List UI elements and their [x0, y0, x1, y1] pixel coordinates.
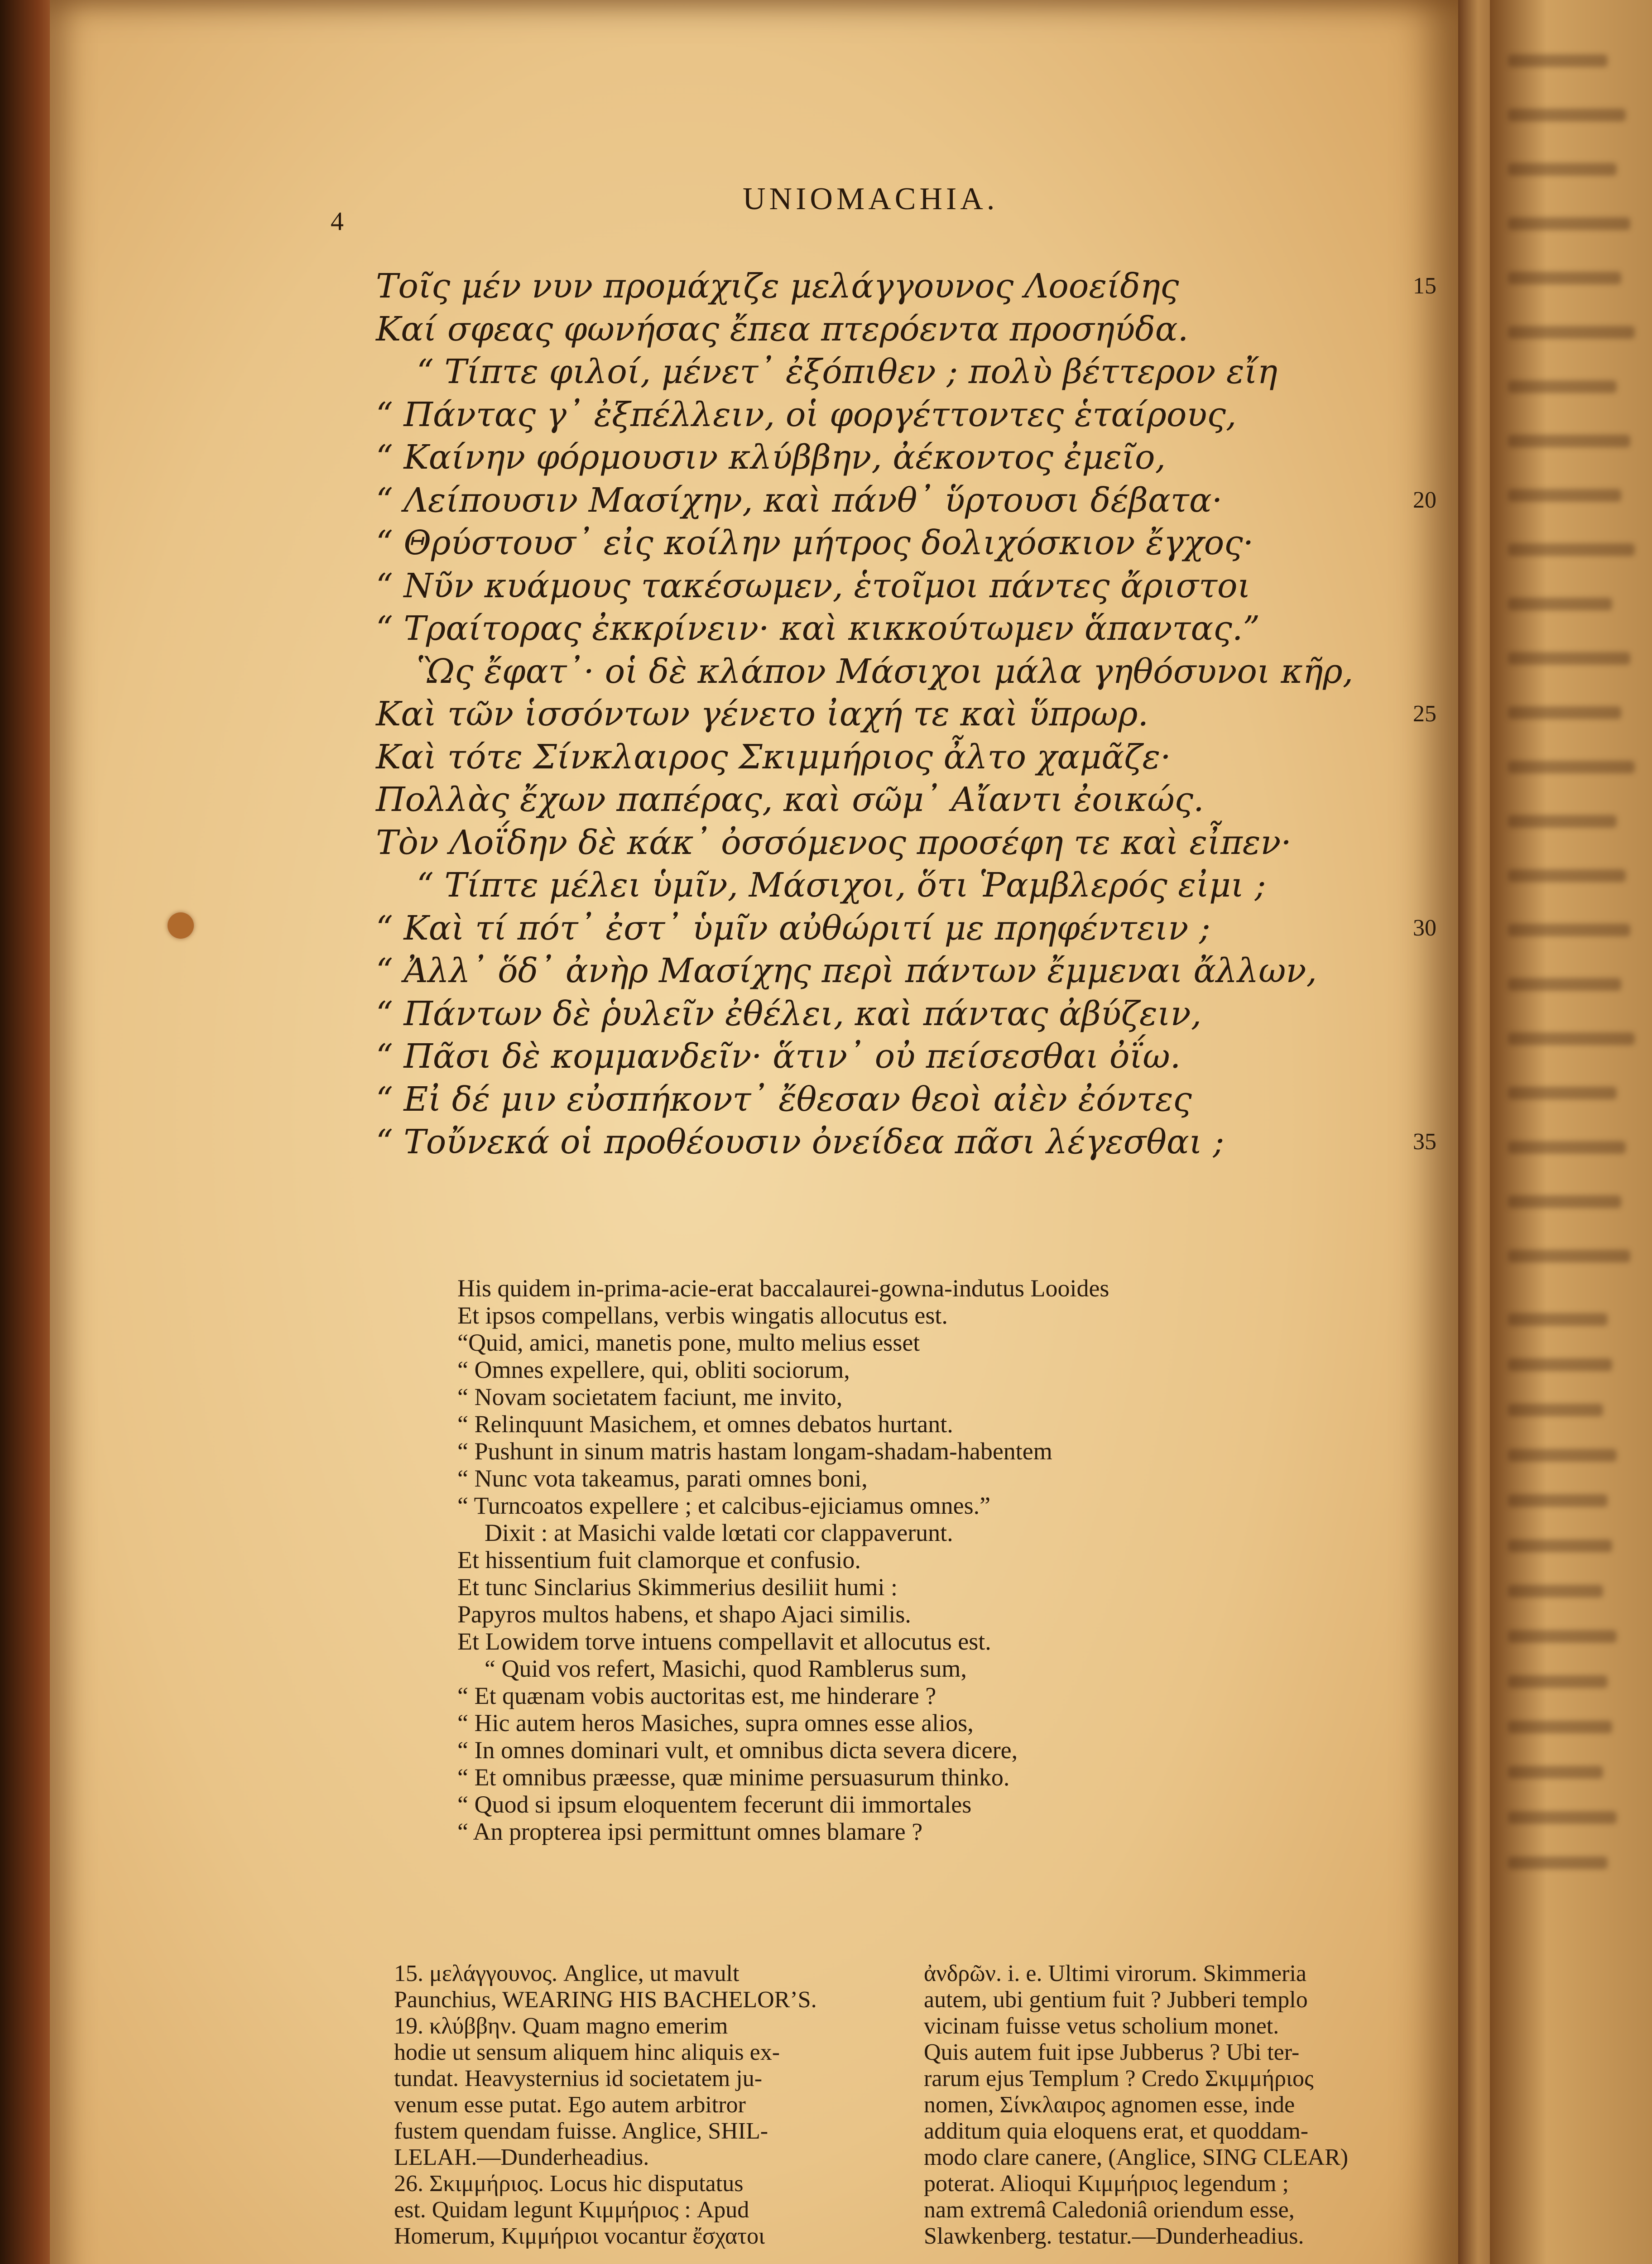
greek-verse-line: [376, 522, 1417, 565]
footnotes-left-column: [394, 1961, 901, 2250]
greek-verse-line: [376, 1035, 1417, 1078]
greek-verse-text: Καί σφεας φωνήσας ἔπεα πτερόεντα προσηύδα.: [376, 309, 1189, 349]
footnote-line: nam extremâ Caledoniâ oriendum esse,: [924, 2197, 1295, 2223]
greek-verse-line: [376, 821, 1417, 864]
footnote-line: poterat. Alioqui Κιμμήριος legendum ;: [924, 2171, 1289, 2197]
latin-translation-line: Papyros multos habens, et shapo Ajaci similis.: [457, 1601, 911, 1628]
greek-verse-line: [376, 907, 1436, 950]
greek-verse-text: “ Ἀλλ᾽ ὅδ᾽ ἀνὴρ Μασίχης περὶ πάντων ἔμμεναι ἄλλων,: [376, 951, 1317, 990]
footnote-line: est. Quidam legunt Κιμμήριος : Apud: [394, 2197, 749, 2223]
greek-verse-line: [376, 565, 1417, 608]
running-title: UNIOMACHIA.: [743, 182, 999, 216]
latin-translation-line: Et tunc Sinclarius Skimmerius desiliit humi :: [457, 1573, 898, 1601]
greek-verse-text: “ Καίνην φόρμουσιν κλύββην, ἀέκοντος ἐμεῖο,: [376, 438, 1166, 477]
greek-verse-text: Τὸν Λοΐδην δὲ κάκ᾽ ὀσσόμενος προσέφη τε καὶ εἶπεν·: [376, 823, 1292, 862]
greek-verse-line: [376, 950, 1417, 993]
line-number: 30: [1413, 915, 1436, 941]
latin-translation-line: “ Novam societatem faciunt, me invito,: [457, 1383, 843, 1410]
latin-translation-line: Et ipsos compellans, verbis wingatis allocutus est.: [457, 1302, 948, 1329]
greek-verse-text: Τοῖς μέν νυν προμάχιζε μελάγγουνος Λοοείδης: [376, 267, 1179, 306]
greek-verse-line: [376, 650, 1417, 693]
latin-translation-line: “ Quid vos refert, Masichi, quod Ramblerus sum,: [485, 1655, 967, 1682]
greek-verse-line: [376, 265, 1436, 308]
greek-verse-text: Καὶ τότε Σίνκλαιρος Σκιμμήριος ἆλτο χαμᾶζε·: [376, 737, 1171, 777]
greek-verse-line: [376, 778, 1417, 821]
greek-verse-text: Πολλὰς ἔχων παπέρας, καὶ σῶμ᾽ Αἴαντι ἐοικώς.: [376, 780, 1204, 819]
line-number: 35: [1413, 1129, 1436, 1155]
line-number: 25: [1413, 701, 1436, 727]
footnote-line: vicinam fuisse vetus scholium monet.: [924, 2013, 1279, 2039]
greek-verse-text: “ Εἰ δέ μιν εὐσπήκοντ᾽ ἔθεσαν θεοὶ αἰὲν ἐόντες: [376, 1079, 1192, 1119]
greek-verse-line: [376, 436, 1417, 479]
footnote-line: autem, ubi gentium fuit ? Jubberi templo: [924, 1987, 1308, 2013]
book-page: [50, 0, 1458, 2264]
greek-verse-block: [376, 265, 1436, 1164]
greek-verse-text: “ Τίπτε φιλοί, μένετ᾽ ἐξόπιθεν ; πολὺ βέττερον εἴη: [417, 352, 1278, 391]
footnote-line: ἀνδρῶν. i. e. Ultimi virorum. Skimmeria: [924, 1961, 1306, 1986]
facing-page-blurred: [1490, 0, 1652, 2264]
footnote-line: rarum ejus Templum ? Credo Σκιμμήριος: [924, 2066, 1314, 2091]
latin-translation-line: “ Relinquunt Masichem, et omnes debatos hurtant.: [457, 1410, 953, 1438]
latin-translation-line: “ Et omnibus præesse, quæ minime persuasurum thinko.: [457, 1764, 1010, 1791]
footnote-line: nomen, Σίνκλαιρος agnomen esse, inde: [924, 2092, 1295, 2118]
greek-verse-text: “ Νῦν κυάμους τακέσωμεν, ἑτοῖμοι πάντες ἄριστοι: [376, 566, 1251, 605]
footnote-line: Paunchius, WEARING HIS BACHELOR’S.: [394, 1987, 817, 2013]
greek-verse-text: “ Πᾶσι δὲ κομμανδεῖν· ἅτιν᾽ οὐ πείσεσθαι ὀΐω.: [376, 1037, 1181, 1076]
footnote-line: tundat. Heavysternius id societatem ju-: [394, 2066, 763, 2091]
latin-translation-line: “ Pushunt in sinum matris hastam longam-shadam-habentem: [457, 1438, 1052, 1465]
greek-verse-line: [376, 993, 1417, 1036]
footnote-line: additum quia eloquens erat, et quoddam-: [924, 2118, 1309, 2144]
greek-verse-text: “ Λείπουσιν Μασίχην, καὶ πάνθ᾽ ὕρτουσι δέβατα·: [376, 480, 1223, 520]
greek-verse-text: Καὶ τῶν ἱσσόντων γένετο ἰαχή τε καὶ ὕπρωρ.: [376, 695, 1148, 734]
footnote-line: 15. μελάγγουνος. Anglice, ut mavult: [394, 1961, 740, 1986]
latin-translation-block: [457, 1275, 1431, 1845]
footnote-line: LELAH.—Dunderheadius.: [394, 2144, 649, 2170]
footnote-line: Homerum, Κιμμήριοι vocantur ἔσχατοι: [394, 2223, 765, 2249]
footnote-line: Quis autem fuit ipse Jubberus ? Ubi ter-: [924, 2039, 1300, 2065]
footnote-line: modo clare canere, (Anglice, SING CLEAR): [924, 2144, 1349, 2170]
line-number: 15: [1413, 273, 1436, 299]
greek-verse-line: [376, 864, 1417, 907]
greek-verse-text: “ Τίπτε μέλει ὑμῖν, Μάσιχοι, ὅτι Ῥαμβλερός εἰμι ;: [417, 866, 1266, 905]
latin-translation-line: “Quid, amici, manetis pone, multo melius esset: [457, 1329, 920, 1356]
greek-verse-text: “ Θρύστουσ᾽ εἰς κοίλην μήτρος δολιχόσκιον ἔγχος·: [376, 523, 1254, 562]
greek-verse-text: “ Τοὔνεκά οἱ προθέουσιν ὀνείδεα πᾶσι λέγεσθαι ;: [376, 1122, 1225, 1161]
latin-translation-line: “ Omnes expellere, qui, obliti sociorum,: [457, 1356, 850, 1383]
latin-translation-line: “ An propterea ipsi permittunt omnes blamare ?: [457, 1818, 923, 1845]
greek-verse-line: [376, 308, 1417, 351]
footnote-line: venum esse putat. Ego autem arbitror: [394, 2092, 746, 2118]
footnotes-right-column: [924, 1961, 1440, 2250]
latin-translation-line: “ Hic autem heros Masiches, supra omnes esse alios,: [457, 1709, 974, 1736]
greek-verse-line: [376, 1121, 1436, 1164]
latin-translation-line: Et hissentium fuit clamorque et confusio.: [457, 1546, 861, 1573]
line-number: 20: [1413, 487, 1436, 513]
greek-verse-text: “ Πάντας γ᾽ ἐξπέλλειν, οἱ φοργέττοντες ἑταίρους,: [376, 395, 1237, 434]
greek-verse-text: “ Καὶ τί πότ᾽ ἐστ᾽ ὑμῖν αὐθώριτί με πρηφέντειν ;: [376, 908, 1210, 948]
latin-translation-line: “ Turncoatos expellere ; et calcibus-ejiciamus omnes.”: [457, 1492, 991, 1519]
greek-verse-line: [376, 736, 1417, 779]
footnote-line: 19. κλύββην. Quam magno emerim: [394, 2013, 728, 2039]
greek-verse-line: [376, 693, 1436, 736]
page-number: 4: [331, 206, 344, 236]
latin-translation-line: “ Et quænam vobis auctoritas est, me hinderare ?: [457, 1682, 936, 1709]
footnote-line: hodie ut sensum aliquem hinc aliquis ex-: [394, 2039, 780, 2065]
greek-verse-text: “ Τραίτορας ἐκκρίνειν· καὶ κικκούτωμεν ἅπαντας.”: [376, 609, 1260, 648]
greek-verse-line: [376, 607, 1417, 650]
greek-verse-line: [376, 350, 1417, 393]
latin-translation-line: “ Quod si ipsum eloquentem fecerunt dii immortales: [457, 1791, 972, 1818]
latin-translation-line: Et Lowidem torve intuens compellavit et allocutus est.: [457, 1628, 991, 1655]
footnote-line: 26. Σκιμμήριος. Locus hic disputatus: [394, 2171, 744, 2197]
greek-verse-text: “ Πάντων δὲ ῥυλεῖν ἐθέλει, καὶ πάντας ἀβύζειν,: [376, 994, 1202, 1033]
margin-dot-ornament: [168, 912, 194, 939]
greek-verse-line: [376, 393, 1417, 436]
footnote-line: fustem quendam fuisse. Anglice, SHIL-: [394, 2118, 768, 2144]
latin-translation-line: His quidem in-prima-acie-erat baccalaurei-gowna-indutus Looides: [457, 1275, 1109, 1302]
latin-translation-line: “ Nunc vota takeamus, parati omnes boni,: [457, 1465, 868, 1492]
greek-verse-text: Ὣς ἔφατ᾽· οἱ δὲ κλάπον Μάσιχοι μάλα γηθόσυνοι κῆρ,: [417, 652, 1354, 691]
footnote-line: Slawkenberg. testatur.—Dunderheadius.: [924, 2223, 1304, 2249]
greek-verse-line: [376, 1078, 1417, 1121]
greek-verse-line: [376, 479, 1436, 522]
latin-translation-line: “ In omnes dominari vult, et omnibus dicta severa dicere,: [457, 1736, 1018, 1764]
latin-translation-line: Dixit : at Masichi valde lœtati cor clappaverunt.: [485, 1519, 953, 1546]
